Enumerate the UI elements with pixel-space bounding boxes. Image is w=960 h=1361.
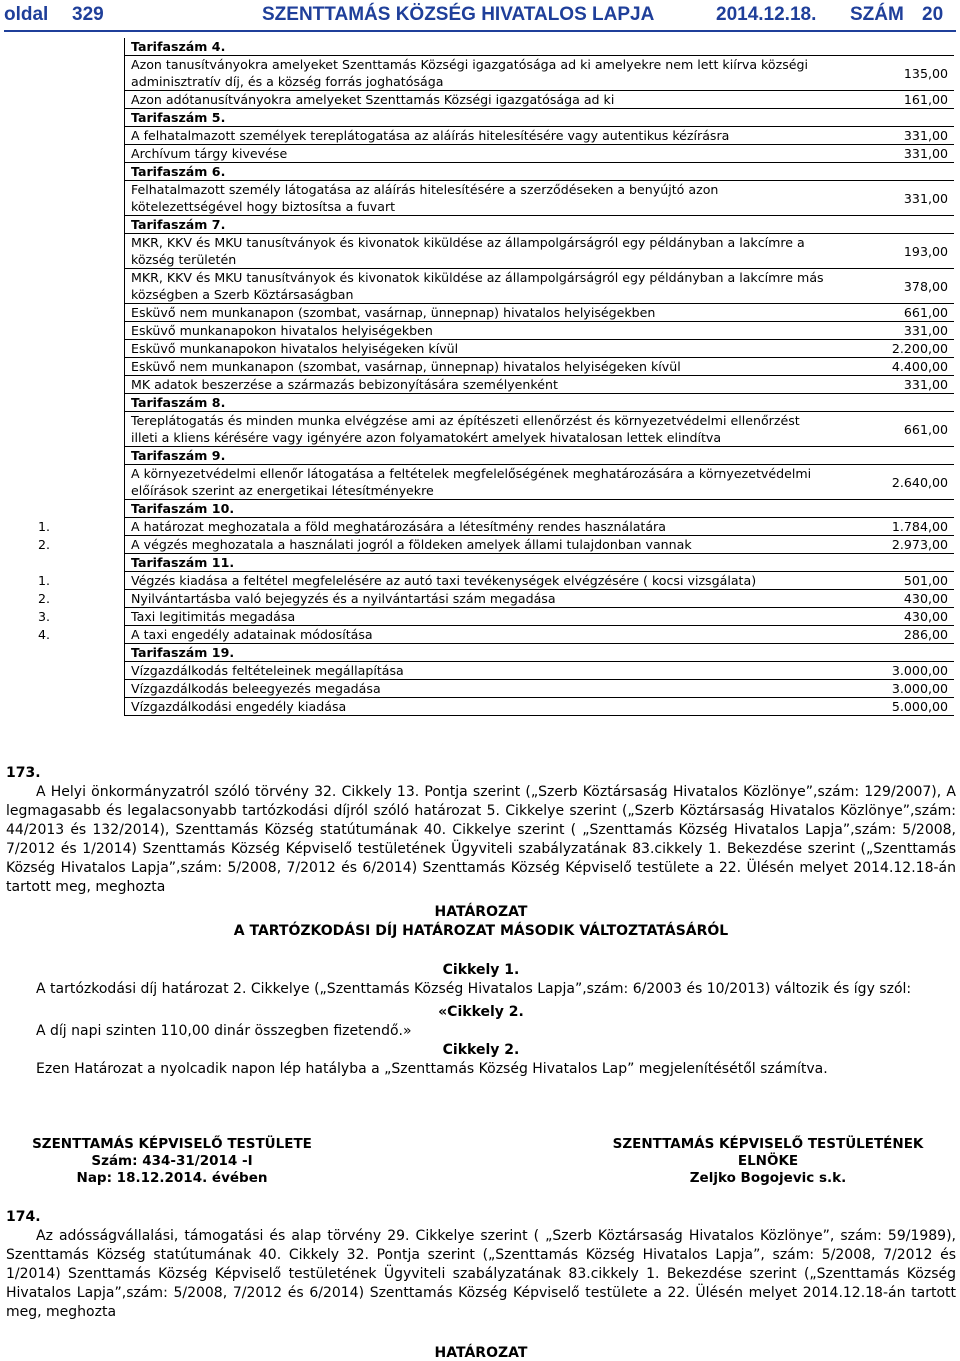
tariff-amount: 2.200,00 (826, 340, 954, 358)
tariff-description: Azon tanusítványokra amelyeket Szenttamás Községi igazgatósága ad ki amelyekre nem lett kiírva községi adminisztratív díj, és a község forrás joghatósága (125, 56, 827, 91)
tariff-description: Esküvő nem munkanapon (szombat, vasárnap, ünnepnap) hivatalos helyiségeken kívül (125, 358, 827, 376)
tariff-description: A környezetvédelmi ellenőr látogatása a feltételek megfelelőségének meghatározására a környezetvédelmi előírások szerint az energetikai létesítményekre (125, 465, 827, 500)
tariff-amount (826, 109, 954, 127)
tariff-description: Felhatalmazott személy látogatása az aláírás hitelesítésére a szerződéseken a benyújtó azon kötelezettségével hogy biztosítsa a fuvart (125, 181, 827, 216)
resolution-heading: HATÁROZAT (434, 904, 528, 920)
tariff-row (4, 91, 954, 109)
tariff-description: Esküvő munkanapokon hivatalos helyiségeken kívül (125, 340, 827, 358)
tariff-item-number (4, 394, 125, 412)
tariff-item-number (4, 412, 125, 447)
tariff-row (4, 376, 954, 394)
tariff-row (4, 698, 954, 716)
tariff-row (4, 608, 954, 626)
tariff-row (4, 680, 954, 698)
tariff-section-title: Tarifaszám 11. (125, 554, 827, 572)
tariff-row (4, 590, 954, 608)
tariff-amount: 430,00 (826, 608, 954, 626)
section-number: 174. (6, 1209, 41, 1225)
tariff-amount: 430,00 (826, 590, 954, 608)
tariff-item-number (4, 91, 125, 109)
article-2-quoted-title: «Cikkely 2. (438, 1004, 524, 1020)
signature-right-name: Zeljko Bogojevic s.k. (689, 1170, 847, 1186)
tariff-section-row (4, 216, 954, 234)
tariff-item-number (4, 38, 125, 56)
tariff-row (4, 465, 954, 500)
tariff-amount: 161,00 (826, 91, 954, 109)
tariff-amount: 193,00 (826, 234, 954, 269)
tariff-amount: 378,00 (826, 269, 954, 304)
tariff-item-number (4, 127, 125, 145)
signature-left-date: Nap: 18.12.2014. évében (76, 1170, 268, 1186)
tariff-item-number (4, 269, 125, 304)
tariff-description: Azon adótanusítványokra amelyeket Szenttamás Községi igazgatósága ad ki (125, 91, 827, 109)
tariff-table (4, 38, 954, 716)
header-title: SZENTTAMÁS KÖZSÉG HIVATALOS LAPJA (262, 4, 655, 25)
tariff-description: Vízgazdálkodás beleegyezés megadása (125, 680, 827, 698)
article-2-quoted-text: A díj napi szinten 110,00 dinár összegben fizetendő.» (36, 1023, 412, 1039)
header-page-number: 329 (72, 4, 104, 25)
tariff-description: Esküvő nem munkanapon (szombat, vasárnap, ünnepnap) hivatalos helyiségekben (125, 304, 827, 322)
tariff-item-number (4, 698, 125, 716)
tariff-amount: 2.640,00 (826, 465, 954, 500)
tariff-description: A határozat meghozatala a föld meghatározására a létesítmény rendes használatára (125, 518, 827, 536)
tariff-row (4, 536, 954, 554)
tariff-item-number: 2. (38, 591, 51, 606)
tariff-item-number: 1. (38, 519, 51, 534)
tariff-description: Archívum tárgy kivevése (125, 145, 827, 163)
signature-left (14, 1136, 330, 1187)
article-1-title: Cikkely 1. (442, 962, 520, 978)
tariff-amount: 135,00 (826, 56, 954, 91)
tariff-amount: 3.000,00 (826, 680, 954, 698)
tariff-row (4, 181, 954, 216)
tariff-item-number (4, 109, 125, 127)
section-173 (6, 764, 956, 1079)
tariff-row (4, 304, 954, 322)
tariff-row (4, 56, 954, 91)
signature-left-number: Szám: 434-31/2014 -I (91, 1153, 253, 1169)
tariff-section-row (4, 163, 954, 181)
tariff-description: A végzés meghozatala a használati jogról a földeken amelyek állami tulajdonban vannak (125, 536, 827, 554)
tariff-amount: 331,00 (826, 145, 954, 163)
tariff-section-title: Tarifaszám 4. (125, 38, 827, 56)
tariff-description: MKR, KKV és MKU tanusítványok és kivonatok kiküldése az állampolgárságról egy példányban a lakcímre a község területén (125, 234, 827, 269)
tariff-section-title: Tarifaszám 6. (125, 163, 827, 181)
tariff-item-number (4, 500, 125, 518)
header-issue-label: SZÁM (850, 4, 904, 25)
tariff-section-row (4, 447, 954, 465)
tariff-item-number (4, 216, 125, 234)
header-date: 2014.12.18. (716, 4, 817, 25)
tariff-row (4, 518, 954, 536)
article-2-text: Ezen Határozat a nyolcadik napon lép hatályba a „Szenttamás Község Hivatalos Lap” megjelenítésétől számítva. (36, 1061, 828, 1077)
tariff-amount: 2.973,00 (826, 536, 954, 554)
tariff-row (4, 234, 954, 269)
tariff-amount: 501,00 (826, 572, 954, 590)
tariff-row (4, 662, 954, 680)
tariff-section-row (4, 109, 954, 127)
tariff-amount (826, 447, 954, 465)
tariff-description: Vízgazdálkodási engedély kiadása (125, 698, 827, 716)
tariff-item-number (4, 680, 125, 698)
resolution-subtitle: A TARTÓZKODÁSI DÍJ HATÁROZAT MÁSODIK VÁLTOZTATÁSÁRÓL (233, 923, 729, 939)
header-left-label: oldal (4, 4, 49, 25)
tariff-row (4, 322, 954, 340)
tariff-amount: 286,00 (826, 626, 954, 644)
tariff-section-title: Tarifaszám 10. (125, 500, 827, 518)
tariff-description: A felhatalmazott személyek tereplátogatása az aláírás hitelesítésére vagy autentikus kézírásra (125, 127, 827, 145)
tariff-section-row (4, 554, 954, 572)
tariff-amount: 4.400,00 (826, 358, 954, 376)
tariff-row (4, 626, 954, 644)
tariff-item-number (4, 644, 125, 662)
article-2-title: Cikkely 2. (442, 1042, 520, 1058)
tariff-amount: 3.000,00 (826, 662, 954, 680)
tariff-amount (826, 394, 954, 412)
tariff-row (4, 145, 954, 163)
tariff-item-number (4, 447, 125, 465)
tariff-amount: 331,00 (826, 127, 954, 145)
tariff-section-title: Tarifaszám 9. (125, 447, 827, 465)
tariff-item-number (4, 554, 125, 572)
tariff-amount: 331,00 (826, 376, 954, 394)
tariff-description: Vízgazdálkodás feltételeinek megállapítása (125, 662, 827, 680)
tariff-amount (826, 38, 954, 56)
tariff-row (4, 572, 954, 590)
tariff-item-number (4, 358, 125, 376)
tariff-item-number (4, 662, 125, 680)
section-intro: A Helyi önkormányzatról szóló törvény 32. Cikkely 13. Pontja szerint („Szerb Köztársaság Hivatalos Közlönye”,szám: 129/2007), A legmagasabb és legalacsonyabb tartózkodási díjról szóló határozat 5. Cikkelye szerint („Szerb Köztársaság Hivatalos Közlönye”,szám: 44/2013 és 132/2014), Szenttamás Község statútumának 40. Cikkelye szerint ( „Szenttamás Község Hivatalos Lapja”,szám: 5/2008, 7/2012 és 1/2014) Szenttamás Község Képviselő testületének Ügyviteli szabályzatának 83.cikkely 1. Bekezdése szerint („Szenttamás Község Hivatalos Lapja”,szám: 5/2008, 7/2012 és 6/2014) Szenttamás Község Képviselő testülete a 22. Ülésén melyet 2014.12.18-án tartott meg, meghozta (6, 784, 956, 895)
tariff-description: MKR, KKV és MKU tanusítványok és kivonatok kiküldése az állampolgárságról egy példányban a lakcímre más községben a Szerb Köztársaságban (125, 269, 827, 304)
tariff-row (4, 412, 954, 447)
tariff-item-number: 2. (38, 537, 51, 552)
section-number: 173. (6, 765, 41, 781)
tariff-section-title: Tarifaszám 8. (125, 394, 827, 412)
signature-right (590, 1136, 946, 1187)
tariff-item-number (4, 163, 125, 181)
tariff-amount: 5.000,00 (826, 698, 954, 716)
section-intro: Az adósságvállalási, támogatási és alap törvény 29. Cikkelye szerint ( „Szerb Köztársaság Hivatalos Közlönye”, szám: 59/1989), Szenttamás Község statútumának 40. Cikkely 32. Pontja szerint („Szenttamás Község Hivatalos Lapja”, szám: 5/2008, 7/2012 és 1/2014) Szenttamás Község Képviselő testületének Ügyviteli szabályzatának 83.cikkely 1. Bekezdése szerint („Szenttamás Község Hivatalos Lapja”,szám: 5/2008, 7/2012 és 6/2014) Szenttamás Község Képviselő testülete a 22. Ülésén melyet 2014.12.18-án tartott meg, meghozta (6, 1228, 956, 1320)
tariff-item-number: 3. (38, 609, 51, 624)
signature-left-body: SZENTTAMÁS KÉPVISELŐ TESTÜLETE (32, 1136, 312, 1152)
header-issue-number: 20 (922, 4, 944, 25)
tariff-row (4, 340, 954, 358)
tariff-item-number (4, 304, 125, 322)
tariff-item-number (4, 376, 125, 394)
tariff-item-number (4, 340, 125, 358)
tariff-item-number (4, 56, 125, 91)
tariff-row (4, 358, 954, 376)
signature-right-body: SZENTTAMÁS KÉPVISELŐ TESTÜLETÉNEK (612, 1136, 924, 1152)
resolution-heading: HATÁROZAT (434, 1345, 528, 1361)
tariff-item-number (4, 145, 125, 163)
tariff-description: Nyilvántartásba való bejegyzés és a nyilvántartási szám megadása (125, 590, 827, 608)
tariff-amount: 661,00 (826, 412, 954, 447)
tariff-amount (826, 554, 954, 572)
tariff-amount: 331,00 (826, 181, 954, 216)
tariff-row (4, 269, 954, 304)
signature-right-role: ELNÖKE (737, 1153, 799, 1169)
tariff-item-number (4, 322, 125, 340)
tariff-amount (826, 644, 954, 662)
tariff-section-row (4, 644, 954, 662)
tariff-description: Végzés kiadása a feltétel megfelelésére az autó taxi tevékenységek elvégzésére ( kocsi vizsgálata) (125, 572, 827, 590)
tariff-amount: 331,00 (826, 322, 954, 340)
tariff-description: Taxi legitimitás megadása (125, 608, 827, 626)
tariff-section-title: Tarifaszám 5. (125, 109, 827, 127)
tariff-row (4, 127, 954, 145)
tariff-item-number: 4. (38, 627, 51, 642)
page-header (4, 2, 956, 32)
tariff-amount (826, 216, 954, 234)
tariff-section-row (4, 38, 954, 56)
tariff-description: Tereplátogatás és minden munka elvégzése ami az építészeti ellenőrzést és környezetvédelmi ellenőrzést illeti a kliens kérésére vagy igényére azon folyamatokért amelyek hivatalosan lettek elindítva (125, 412, 827, 447)
tariff-table-body (4, 38, 954, 716)
tariff-description: MK adatok beszerzése a származás bebizonyítására személyenként (125, 376, 827, 394)
tariff-item-number (4, 234, 125, 269)
tariff-section-row (4, 394, 954, 412)
section-174 (6, 1208, 956, 1361)
tariff-amount (826, 500, 954, 518)
tariff-amount (826, 163, 954, 181)
tariff-amount: 661,00 (826, 304, 954, 322)
tariff-item-number (4, 181, 125, 216)
tariff-amount: 1.784,00 (826, 518, 954, 536)
tariff-section-title: Tarifaszám 19. (125, 644, 827, 662)
tariff-section-row (4, 500, 954, 518)
tariff-item-number (4, 465, 125, 500)
tariff-section-title: Tarifaszám 7. (125, 216, 827, 234)
article-1-text: A tartózkodási díj határozat 2. Cikkelye („Szenttamás Község Hivatalos Lapja”,szám: 6/2003 és 10/2013) változik és így szól: (36, 981, 912, 997)
tariff-item-number: 1. (38, 573, 51, 588)
tariff-description: Esküvő munkanapokon hivatalos helyiségekben (125, 322, 827, 340)
tariff-description: A taxi engedély adatainak módosítása (125, 626, 827, 644)
